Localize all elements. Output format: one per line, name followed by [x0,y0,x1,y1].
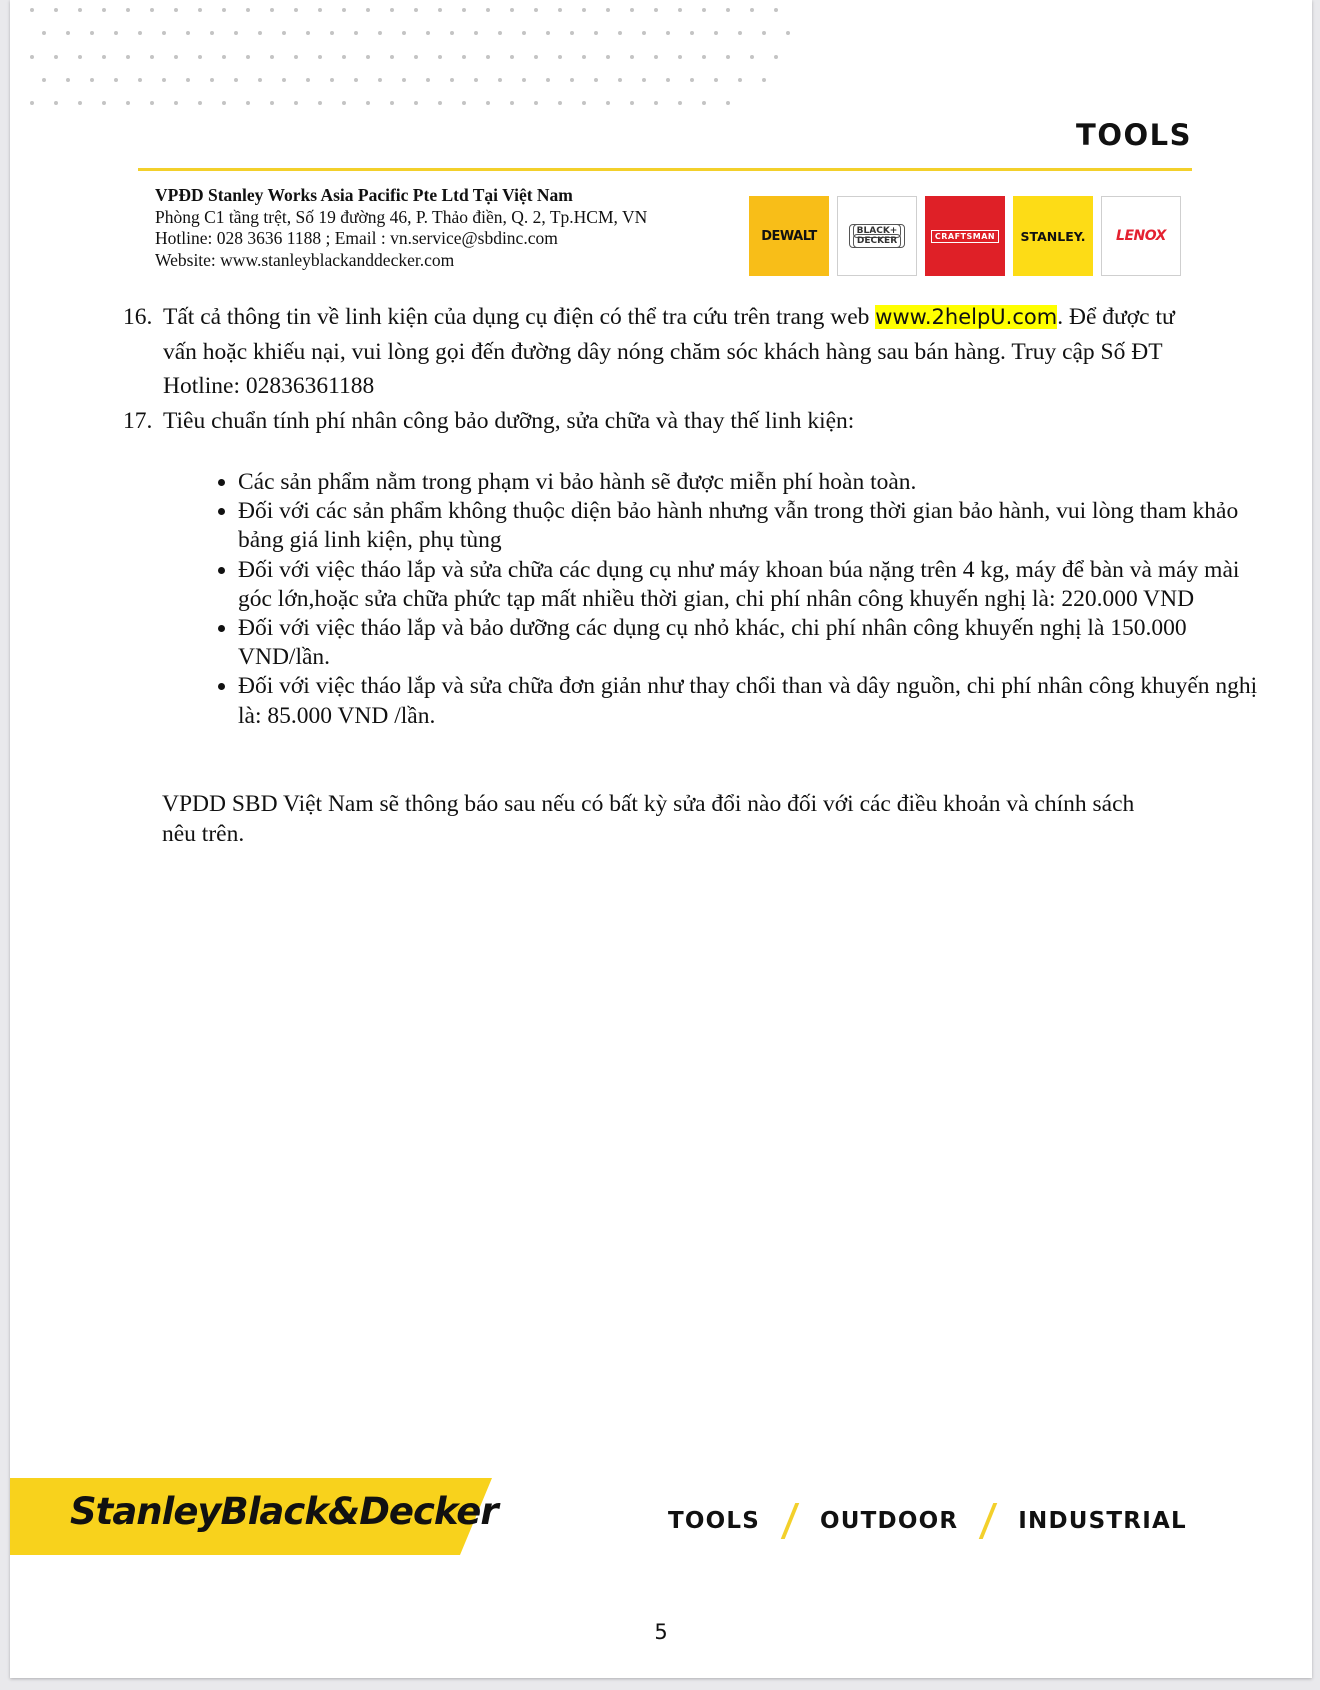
decor-dot [378,31,382,35]
decor-dot [282,31,286,35]
decor-dot [522,78,526,82]
decor-dot [390,55,394,59]
decor-dot [582,101,586,105]
decor-dot [54,8,58,12]
black-decker-logo: BLACK+ DECKER [837,196,917,276]
decor-dot [150,55,154,59]
decor-dot [678,8,682,12]
item-number: 17. [123,408,153,434]
decor-dot [498,31,502,35]
decor-dot [174,8,178,12]
decor-dot [330,31,334,35]
decor-dot [426,78,430,82]
stanley-logo: STANLEY. [1013,196,1093,276]
decor-dot [534,55,538,59]
division-outdoor: OUTDOOR [820,1508,959,1534]
decor-dot [510,55,514,59]
dot-pattern-decoration [10,0,810,115]
decor-dot [690,31,694,35]
document-page [10,0,1312,1678]
decor-dot [126,8,130,12]
stanley-black-decker-wordmark: StanleyBlack&Decker [70,1490,498,1533]
decor-dot [582,55,586,59]
decor-dot [150,101,154,105]
decor-dot [606,8,610,12]
decor-dot [654,101,658,105]
decor-dot [318,101,322,105]
decor-dot [678,101,682,105]
decor-dot [258,78,262,82]
decor-dot [654,8,658,12]
office-website-line: Website: www.stanleyblackanddecker.com [155,249,455,270]
decor-dot [342,101,346,105]
decor-dot [366,101,370,105]
decor-dot [294,101,298,105]
decor-dot [246,8,250,12]
decor-dot [642,31,646,35]
decor-dot [366,8,370,12]
decor-dot [666,78,670,82]
decor-dot [390,8,394,12]
decor-dot [270,101,274,105]
lenox-logo: LENOX [1101,196,1181,276]
decor-dot [402,78,406,82]
decor-dot [126,55,130,59]
decor-dot [570,31,574,35]
decor-dot [78,55,82,59]
decor-dot [786,31,790,35]
decor-dot [30,55,34,59]
decor-dot [414,101,418,105]
decor-dot [102,8,106,12]
decor-dot [258,31,262,35]
bullet-item: • Đối với các sản phẩm không thuộc diện bảo hành nhưng vẫn trong thời gian bảo hành, vui lòng tham khảo bảng giá linh kiện, phụ tùng [238,497,1258,555]
decor-dot [750,8,754,12]
decor-dot [546,31,550,35]
decor-dot [666,31,670,35]
decor-dot [318,55,322,59]
decor-dot [630,8,634,12]
page-number: 5 [654,1620,668,1644]
decor-dot [102,55,106,59]
office-contact-line: Hotline: 028 3636 1188 ; Email : vn.service@sbdinc.com [155,228,558,248]
decor-dot [126,101,130,105]
decor-dot [594,78,598,82]
decor-dot [342,8,346,12]
decor-dot [738,78,742,82]
decor-dot [498,78,502,82]
decor-dot [414,55,418,59]
decor-dot [186,31,190,35]
decor-dot [222,101,226,105]
decor-dot [450,78,454,82]
decor-dot [30,101,34,105]
decor-dot [522,31,526,35]
bullet-item: • Đối với việc tháo lắp và sửa chữa các dụng cụ như máy khoan búa nặng trên 4 kg, máy để bàn và máy mài góc lớn,hoặc sửa chữa phức tạp mất nhiều thời gian, chi phí nhân công khuyến nghị là: 220.000 VND [238,556,1258,614]
bullet-item: • Đối với việc tháo lắp và sửa chữa đơn giản như thay chổi than và dây nguồn, chi phí nhân công khuyến nghị là: 85.000 VND /lần. [238,672,1258,730]
decor-dot [570,78,574,82]
decor-dot [42,78,46,82]
office-address-block [155,185,647,271]
closing-note: VPDD SBD Việt Nam sẽ thông báo sau nếu có bất kỳ sửa đổi nào đối với các điều khoản và chính sách nêu trên. [162,791,1135,847]
decor-dot [66,78,70,82]
decor-dot [534,101,538,105]
decor-dot [726,101,730,105]
decor-dot [486,55,490,59]
decor-dot [138,31,142,35]
decor-dot [90,31,94,35]
decor-dot [294,8,298,12]
decor-dot [354,78,358,82]
decor-dot [462,101,466,105]
dewalt-logo: DEWALT [749,196,829,276]
decor-dot [78,101,82,105]
decor-dot [306,78,310,82]
brand-logos [749,196,1181,276]
website-link-highlight[interactable]: www.2helpU.com [875,305,1058,329]
decor-dot [318,8,322,12]
decor-dot [630,101,634,105]
decor-dot [486,8,490,12]
decor-dot [90,78,94,82]
decor-dot [138,78,142,82]
decor-dot [42,31,46,35]
decor-dot [402,31,406,35]
decor-dot [234,31,238,35]
bullet-item: • Các sản phẩm nằm trong phạm vi bảo hành sẽ được miễn phí hoàn toàn. [238,468,1258,497]
decor-dot [174,101,178,105]
decor-dot [606,55,610,59]
decor-dot [762,31,766,35]
decor-dot [270,55,274,59]
slash-divider [979,1503,998,1539]
decor-dot [558,101,562,105]
decor-dot [762,78,766,82]
decor-dot [750,55,754,59]
decor-dot [66,31,70,35]
decor-dot [438,101,442,105]
slash-divider [781,1503,800,1539]
decor-dot [594,31,598,35]
decor-dot [738,31,742,35]
decor-dot [114,31,118,35]
decor-dot [462,8,466,12]
decor-dot [174,55,178,59]
decor-dot [606,101,610,105]
craftsman-logo: CRAFTSMAN [925,196,1005,276]
decor-dot [558,55,562,59]
header-tools-label: TOOLS [1076,118,1192,152]
decor-dot [54,55,58,59]
decor-dot [714,31,718,35]
decor-dot [558,8,562,12]
decor-dot [726,55,730,59]
decor-dot [366,55,370,59]
footer-divisions [668,1503,1187,1539]
decor-dot [390,101,394,105]
decor-dot [330,78,334,82]
decor-dot [414,8,418,12]
decor-dot [726,8,730,12]
division-tools: TOOLS [668,1508,761,1534]
decor-dot [642,78,646,82]
decor-dot [438,8,442,12]
office-address-line: Phòng C1 tầng trệt, Số 19 đường 46, P. Thảo điền, Q. 2, Tp.HCM, VN [155,206,648,227]
decor-dot [234,78,238,82]
decor-dot [210,78,214,82]
decor-dot [546,78,550,82]
decor-dot [474,31,478,35]
decor-dot [654,55,658,59]
decor-dot [510,8,514,12]
decor-dot [294,55,298,59]
decor-dot [462,55,466,59]
decor-dot [450,31,454,35]
decor-dot [150,8,154,12]
decor-dot [474,78,478,82]
decor-dot [714,78,718,82]
decor-dot [186,78,190,82]
decor-dot [30,8,34,12]
decor-dot [630,55,634,59]
labor-fee-bullets [158,468,1258,731]
decor-dot [246,101,250,105]
decor-dot [438,55,442,59]
decor-dot [198,8,202,12]
header-divider [138,168,1192,171]
decor-dot [210,31,214,35]
item-text: Tiêu chuẩn tính phí nhân công bảo dưỡng, sửa chữa và thay thế linh kiện: [163,408,855,434]
decor-dot [198,55,202,59]
decor-dot [354,31,358,35]
decor-dot [342,55,346,59]
decor-dot [246,55,250,59]
decor-dot [774,55,778,59]
decor-dot [78,8,82,12]
decor-dot [102,101,106,105]
decor-dot [426,31,430,35]
decor-dot [222,55,226,59]
decor-dot [534,8,538,12]
decor-dot [282,78,286,82]
decor-dot [306,31,310,35]
decor-dot [222,8,226,12]
decor-dot [618,31,622,35]
decor-dot [702,101,706,105]
decor-dot [618,78,622,82]
item-number: 16. [123,304,153,330]
bullet-item: • Đối với việc tháo lắp và bảo dưỡng các dụng cụ nhỏ khác, chi phí nhân công khuyến nghị là 150.000 VND/lần. [238,614,1258,672]
decor-dot [486,101,490,105]
decor-dot [198,101,202,105]
decor-dot [702,8,706,12]
decor-dot [774,8,778,12]
decor-dot [162,31,166,35]
decor-dot [582,8,586,12]
decor-dot [114,78,118,82]
decor-dot [510,101,514,105]
decor-dot [270,8,274,12]
office-name: VPĐD Stanley Works Asia Pacific Pte Ltd Tại Việt Nam [155,185,573,205]
decor-dot [702,55,706,59]
division-industrial: INDUSTRIAL [1018,1508,1187,1534]
decor-dot [54,101,58,105]
item-text: Tất cả thông tin về linh kiện của dụng cụ điện có thể tra cứu trên trang web www.2helpU.com. Để được tư vấn hoặc khiếu nại, vui lòng gọi đến đường dây nóng chăm sóc khách hàng sau bán hàng. Truy cập Số ĐT Hotline: 02836361188 [163,304,1175,399]
decor-dot [678,55,682,59]
decor-dot [378,78,382,82]
decor-dot [690,78,694,82]
decor-dot [162,78,166,82]
